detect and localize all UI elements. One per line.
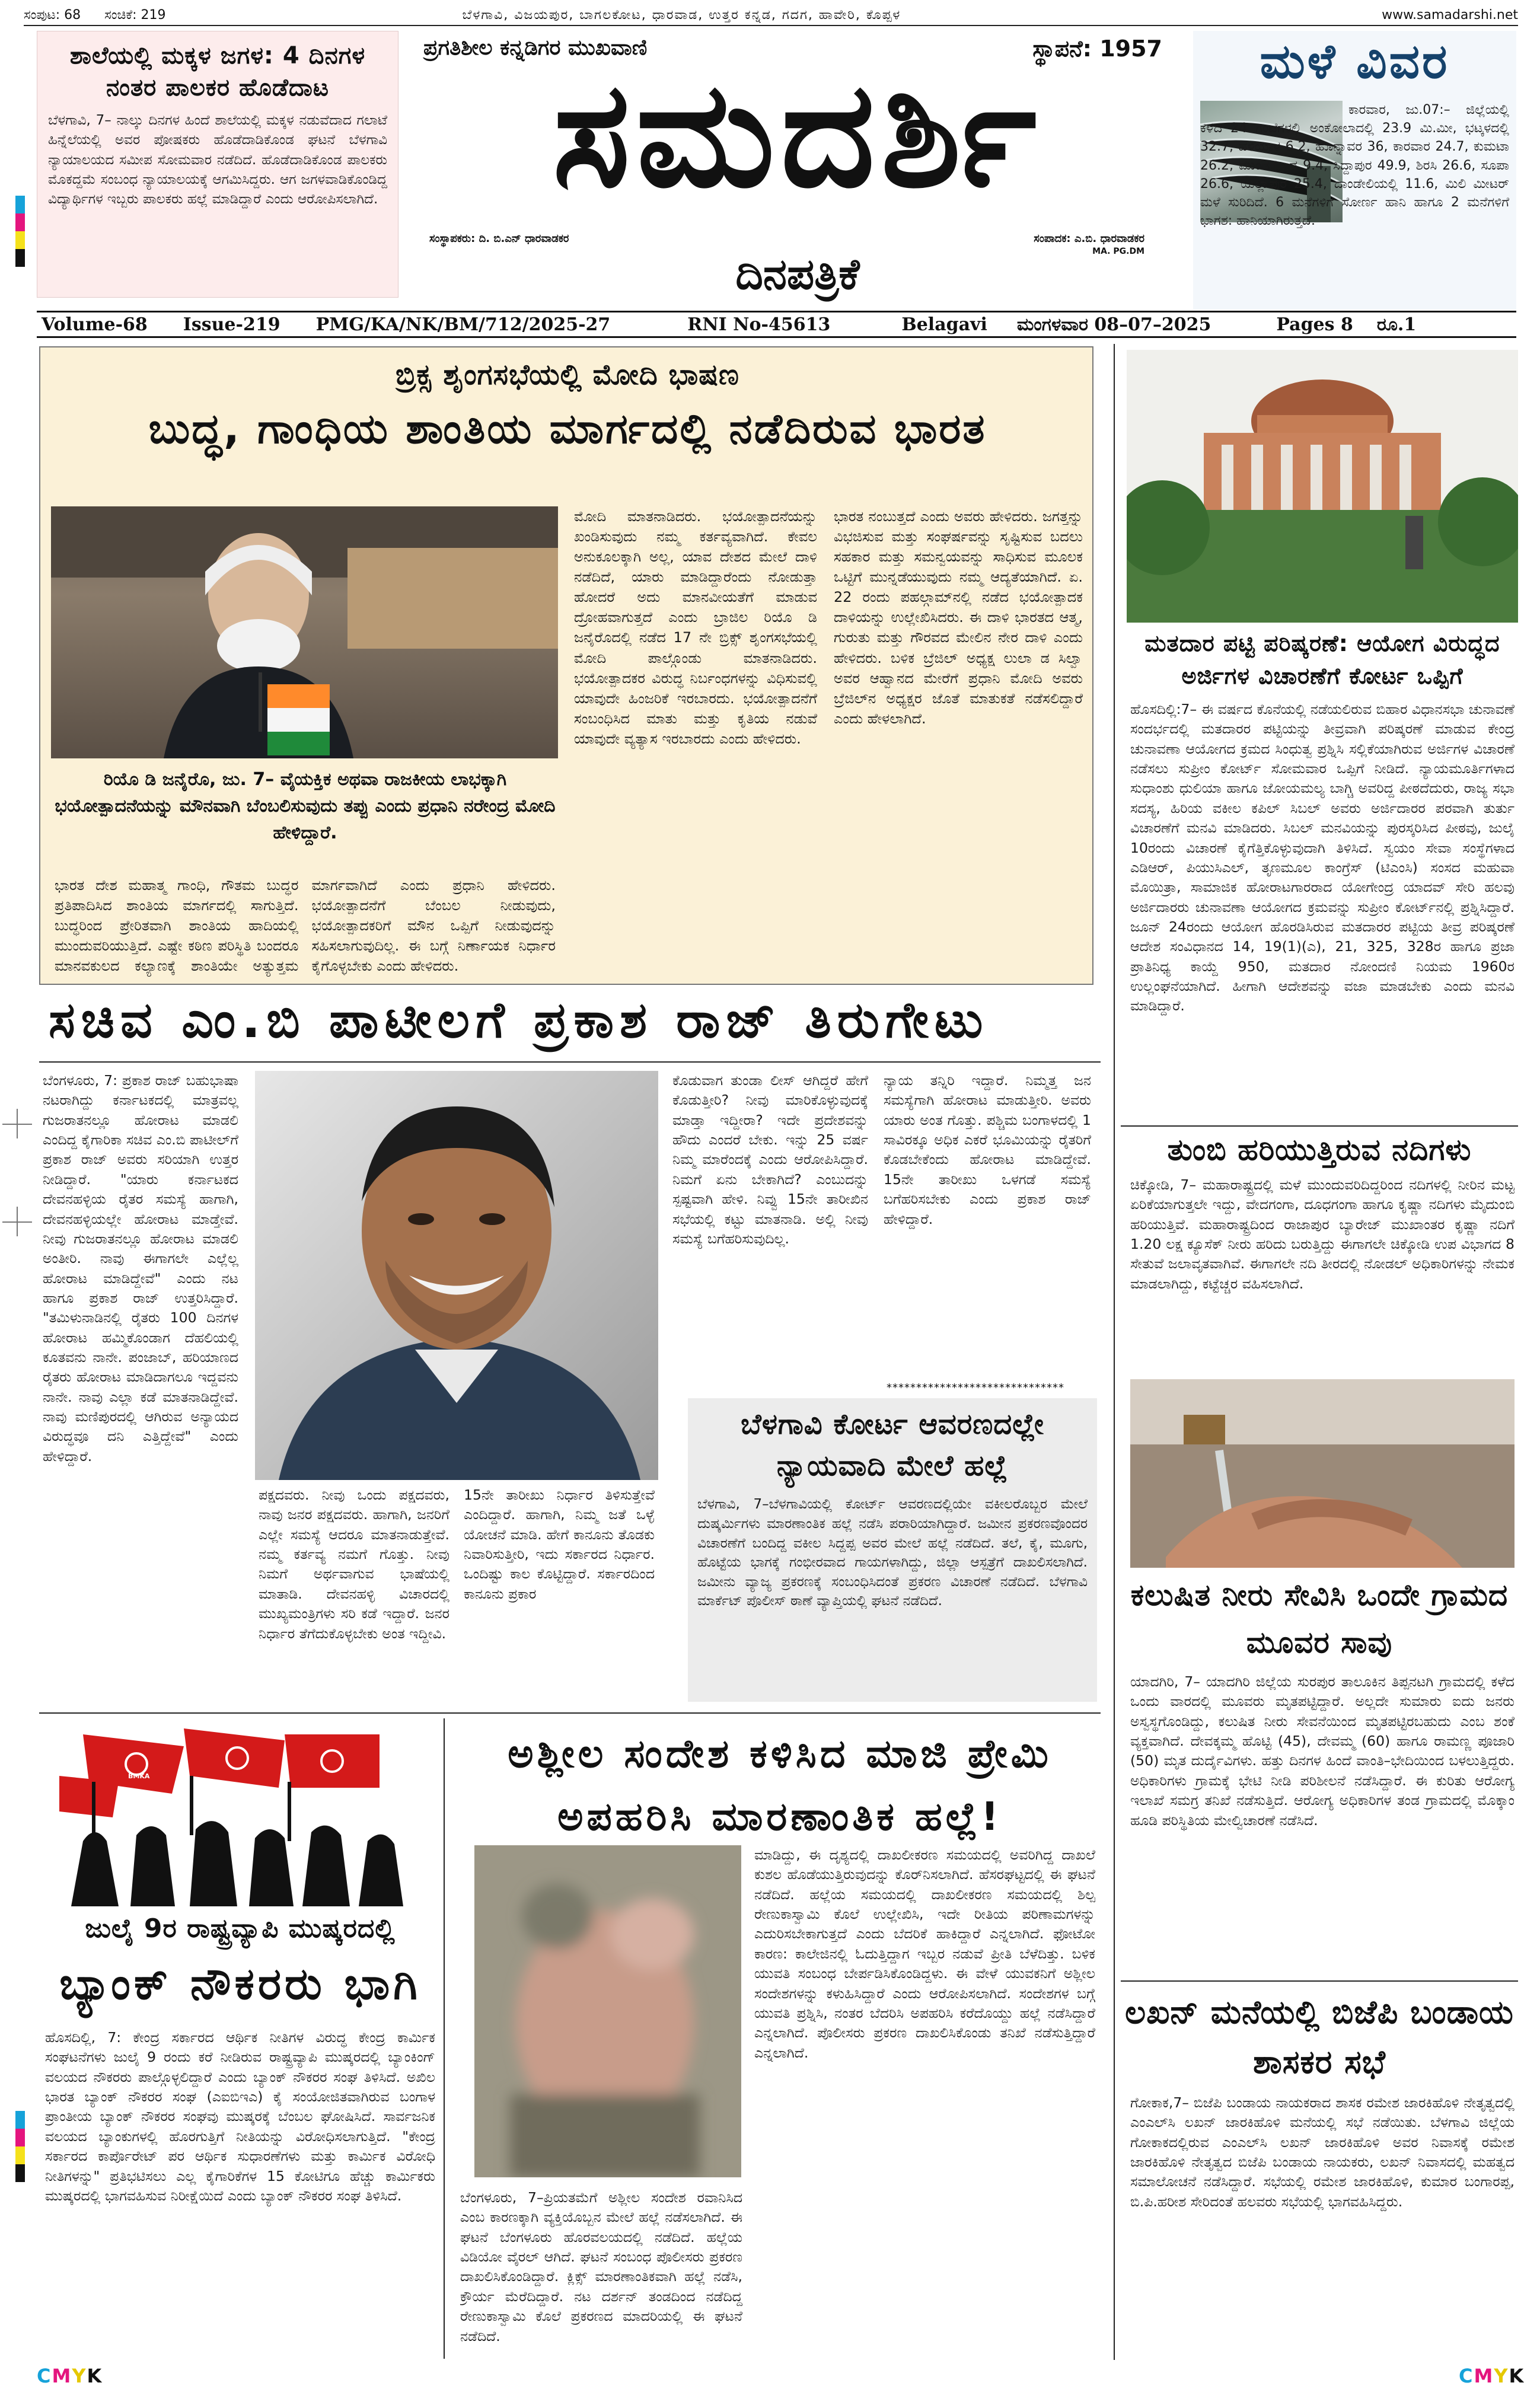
patil-col4: ಕೊಡುವಾಗ ತುಂಡಾ ಲೀಸ್ ಆಗಿದ್ದರೆ ಹೇಗೆ ಕೊಡುತ್ತೀರಿ? ನೀವು ಮಾರಿಕೊಳ್ಳುವುದಕ್ಕೆ ಮಾಡ್ತಾ ಇದ್ದೀರಾ? ಇದೇ ಪ್ರದೇಶವನ್ನು ಹೌದು ಎಂದರೆ ಬೇಕು. ಇನ್ನು 25 ವರ್ಷ ನಿಮ್ಮ ಮಾರೆಂದಕ್ಕೆ ಎಂದು ಆರೋಪಿಸಿದ್ದಾರೆ. ನಿಮಗೆ ಏನು ಬೇಕಾಗಿದೆ? ಎಂಬುದನ್ನು ಸ್ಪಷ್ಟವಾಗಿ ಹೇಳಿ. ನಿವ್ವು 15ನೇ ತಾರೀಖಿನ ಸಭೆಯಲ್ಲಿ ಕಟ್ಟು ಮಾತನಾಡಿ. ಅಲ್ಲಿ ನೀವು ಸಮಸ್ಯೆ ಬಗೆಹರಿಸುವುದಿಲ್ಲ. (672, 1072, 868, 1247)
water-photo (1130, 1379, 1515, 1568)
patil-col2: ಪಕ್ಷದವರು. ನೀವು ಒಂದು ಪಕ್ಷದವರು, ನಾವು ಜನರ ಪಕ್ಷದವರು. ಹಾಗಾಗಿ, ಜನರಿಗೆ ಎಲ್ಲೇ ಸಮಸ್ಯೆ ಆದರೂ ಮಾತನಾಡುತ್ತೇವೆ. ನಮ್ಮ ಕರ್ತವ್ಯ ನಮಗೆ ಗೊತ್ತು. ನೀವು ನಿಮಗೆ ಅರ್ಥವಾಗುವ ಭಾಷೆಯಲ್ಲಿ ಮಾತಾಡಿ. ದೇವನಹಳ್ಳಿ ವಿಚಾರದಲ್ಲಿ ಮುಖ್ಯಮಂತ್ರಿಗಳು ಸರಿ ಕಡೆ ಇದ್ದಾರೆ. ಜನರ ನಿರ್ಧಾರ ತೆಗೆದುಕೊಳ್ಳಬೇಕು ಅಂತ ಇದ್ದೀವಿ. (259, 1487, 449, 1642)
rule-right-col (1114, 344, 1115, 2360)
ashleela-body-right: ಮಾಡಿದ್ದು, ಈ ದೃಶ್ಯದಲ್ಲಿ ದಾಖಲೀಕರಣ ಸಮಯದಲ್ಲಿ ಅವರಿಗಿದ್ದ ದಾಖಲೆ ಕುಶಲ ಹೊಡೆಯುತ್ತಿರುವುದನ್ನು ಕೊರ್‌ನಿಸಲಾಗಿದೆ. ಹೆಸರಘಟ್ಟದಲ್ಲಿ ಈ ಘಟನೆ ನಡೆದಿದೆ. ಹಲ್ಲೆಯ ಸಮಯದಲ್ಲಿ ದಾಖಲೀಕರಣ ಸಮಯದಲ್ಲಿ ಶಿಲ್ಪ ರೇಣುಕಾಸ್ವಾಮಿ ಕೊಲೆ ಉಲ್ಲೇಖಿಸಿ, ಇದೇ ರೀತಿಯ ಪರಿಣಾಮಗಳನ್ನು ಎದುರಿಸಬೇಕಾಗುತ್ತದೆ ಎಂದು ಬೆದರಿಕೆ ಹಾಕಿದ್ದಾರೆ ಎನ್ನಲಾಗಿದೆ. ಫೋಟೋ ಕಾರಣ: ಕಾಲೇಜಿನಲ್ಲಿ ಓದುತ್ತಿದ್ದಾಗ ಇಬ್ಬರ ನಡುವೆ ಪ್ರೀತಿ ಬೆಳೆದಿತ್ತು. ಬಳಿಕ ಯುವತಿ ಸಂಬಂಧ ಬೇರ್ಪಡಿಸಿಕೊಂಡಿದ್ದಳು. ಈ ವೇಳೆ ಯುವಕನಿಗೆ ಅಶ್ಲೀಲ ಸಂದೇಶಗಳನ್ನು ಕಳುಹಿಸಿದ್ದಾರೆ ಎಂದು ಆರೋಪಿಸಲಾಗಿದೆ. ಸಂದೇಶಗಳ ಬಗ್ಗೆ ಯುವತಿ ಪ್ರಶ್ನಿಸಿ, ನಂತರ ಬೆದರಿಸಿ ಅಪಹರಿಸಿ ಕರೆದೊಯ್ದು ಹಲ್ಲೆ ನಡೆಸಿದ್ದಾರೆ ಎನ್ನಲಾಗಿದೆ. ಪೊಲೀಸರು ಪ್ರಕರಣ ದಾಖಲಿಸಿಕೊಂಡು ತನಿಖೆ ನಡೆಸುತ್ತಿದ್ದಾರೆ ಎನ್ನಲಾಗಿದೆ. (754, 1846, 1095, 2061)
crop-mark (17, 1207, 18, 1236)
editor: ಸಂಪಾದಕ: ಎ.ಬಿ. ಧಾರವಾಡಕರ (1034, 232, 1144, 245)
cmyk-y: Y (1494, 2365, 1509, 2387)
cmyk-k: K (87, 2365, 103, 2387)
rule-rivers (1121, 1125, 1518, 1127)
school-fight-teaser (37, 31, 398, 298)
lakhan-headline: ಲಖನ್ ಮನೆಯಲ್ಲಿ ಬಿಜೆಪಿ ಬಂಡಾಯ ಶಾಸಕರ ಸಭೆ (1125, 1994, 1514, 2081)
volume: Volume-68 (42, 314, 148, 335)
modi-photo (51, 506, 558, 758)
modi-headline: ಬುದ್ಧ, ಗಾಂಧಿಯ ಶಾಂತಿಯ ಮಾರ್ಗದಲ್ಲಿ ನಡೆದಿರುವ ಭಾರತ (148, 404, 987, 453)
belagavi-story (688, 1398, 1097, 1702)
registration-number: PMG/KA/NK/BM/712/2025-27 (315, 314, 611, 335)
cmyk-k: K (1509, 2365, 1525, 2387)
teaser-body: ಬೆಳಗಾವಿ, 7– ನಾಲ್ಕು ದಿನಗಳ ಹಿಂದೆ ಶಾಲೆಯಲ್ಲಿ ಮಕ್ಕಳ ನಡುವೆದಾದ ಗಲಾಟೆ ಹಿನ್ನೆಲೆಯಲ್ಲಿ ಅವರ ಪೋಷಕರು ಹೊಡೆದಾಡಿಕೊಂಡ ಘಟನೆ ಬೆಳಗಾವಿ ನ್ಯಾಯಾಲಯದ ಸಮೀಪ ಸೋಮವಾರ ನಡೆದಿದೆ. ಹೊಡೆದಾಡಿಕೊಂಡ ಪಾಲಕರು ಮೊಕದ್ದಮೆ ಸಂಬಂಧ ನ್ಯಾಯಾಲಯಕ್ಕೆ ಆಗಮಿಸಿದ್ದರು. ಆಗ ಜಗಳವಾಡಿಕೊಂಡಿದ್ದ ವಿದ್ಯಾರ್ಥಿಗಳ ಇಬ್ಬರು ಪಾಲಕರು ಹಲ್ಲೆ ಮಾಡಿದ್ದಾರೆ ಎಂದು ಆರೋಪಿಸಲಾಗಿದೆ. (48, 113, 387, 208)
established: ಸ್ಥಾಪನೆ: 1957 (1032, 36, 1162, 62)
crop-mark (17, 1109, 18, 1138)
modi-body-left: ಭಾರತ ದೇಶ ಮಹಾತ್ಮ ಗಾಂಧಿ, ಗೌತಮ ಬುದ್ಧರ ಪ್ರತಿಪಾದಿಸಿದ ಶಾಂತಿಯ ಮಾರ್ಗದಲ್ಲಿ ಸಾಗುತ್ತಿದೆ. ಬುದ್ಧರಿಂದ ಪ್ರೇರಿತವಾಗಿ ಶಾಂತಿಯ ಹಾದಿಯಲ್ಲಿ ಮುಂದುವರಿಯುತ್ತಿದೆ. ಎಷ್ಟೇ ಕಠಿಣ ಪರಿಸ್ಥಿತಿ ಬಂದರೂ ಮಾನವಕುಲದ ಕಲ್ಯಾಣಕ್ಕೆ ಶಾಂತಿಯೇ ಅತ್ಯುತ್ತಮ ಮಾರ್ಗವಾಗಿದೆ ಎಂದು ಪ್ರಧಾನಿ ಹೇಳಿದರು. ಭಯೋತ್ಪಾದನೆಗೆ ಬೆಂಬಲ ನೀಡುವುದು, ಭಯೋತ್ಪಾದಕರಿಗೆ ಮೌನ ಒಪ್ಪಿಗೆ ನೀಡುವುದನ್ನು ಸಹಿಸಲಾಗುವುದಿಲ್ಲ. ಈ ಬಗ್ಗೆ ನಿರ್ಣಾಯಕ ನಿರ್ಧಾರ ಕೈಗೊಳ್ಳಬೇಕು ಎಂದು ಹೇಳಿದರು. (55, 877, 556, 975)
rivers-body: ಚಿಕ್ಕೋಡಿ, 7– ಮಹಾರಾಷ್ಟ್ರದಲ್ಲಿ ಮಳೆ ಮುಂದುವರಿದಿದ್ದರಿಂದ ನದಿಗಳಲ್ಲಿ ನೀರಿನ ಮಟ್ಟ ಏರಿಕೆಯಾಗುತ್ತಲೇ ಇದ್ದು, ವೇದಗಂಗಾ, ದೂಧಗಂಗಾ ಹಾಗೂ ಕೃಷ್ಣಾ ನದಿಗಳು ಮೈದುಂಬಿ ಹರಿಯುತ್ತಿವೆ. ಮಹಾರಾಷ್ಟ್ರದಿಂದ ರಾಜಾಪುರ ಬ್ಯಾರೇಜ್ ಮುಖಾಂತರ ಕೃಷ್ಣಾ ನದಿಗೆ 1.20 ಲಕ್ಷ ಕ್ಯೂಸೆಕ್ ನೀರು ಹರಿದು ಬರುತ್ತಿದ್ದು ಈಗಾಗಲೇ ಚಿಕ್ಕೋಡಿ ಉಪ ವಿಭಾಗದ 8 ಸೇತುವೆ ಜಲಾವೃತವಾಗಿವೆ. ಈಗಾಗಲೇ ನದಿ ತೀರದಲ್ಲಿ ನೋಡಲ್ ಅಧಿಕಾರಿಗಳನ್ನು ನೇಮಕ ಮಾಡಲಾಗಿದ್ದು, ಕಟ್ಟೆಚ್ಚರ ವಹಿಸಲಾಗಿದೆ. (1130, 1176, 1515, 1292)
bank-body: ಹೊಸದಿಲ್ಲಿ, 7: ಕೇಂದ್ರ ಸರ್ಕಾರದ ಆರ್ಥಿಕ ನೀತಿಗಳ ವಿರುದ್ಧ ಕೇಂದ್ರ ಕಾರ್ಮಿಕ ಸಂಘಟನೆಗಳು ಜುಲೈ 9 ರಂದು ಕರೆ ನೀಡಿರುವ ರಾಷ್ಟ್ರವ್ಯಾಪಿ ಮುಷ್ಕರದಲ್ಲಿ ಬ್ಯಾಂಕಿಂಗ್ ವಲಯದ ನೌಕರರು ಪಾಲ್ಗೊಳ್ಳಲಿದ್ದಾರೆ ಎಂದು ಬ್ಯಾಂಕ್ ನೌಕರರ ಸಂಘ ತಿಳಿಸಿದೆ. ಅಖಿಲ ಭಾರತ ಬ್ಯಾಂಕ್ ನೌಕರರ ಸಂಘ (ಎಐಬಿಇಎ) ಕೈ ಸಂಯೋಜಿತವಾಗಿರುವ ಬಂಗಾಳ ಪ್ರಾಂತೀಯ ಬ್ಯಾಂಕ್ ನೌಕರರ ಸಂಘವು ಮುಷ್ಕರಕ್ಕೆ ಬೆಂಬಲ ಘೋಷಿಸಿದೆ. ಸಾರ್ವಜನಿಕ ವಲಯದ ಬ್ಯಾಂಕುಗಳಲ್ಲಿ ಹೊರಗುತ್ತಿಗೆ ನೀತಿಯನ್ನು ವಿರೋಧಿಸಲಾಗುತ್ತಿದೆ. "ಕೇಂದ್ರ ಸರ್ಕಾರದ ಕಾರ್ಪೊರೇಟ್ ಪರ ಆರ್ಥಿಕ ಸುಧಾರಣೆಗಳು ಮತ್ತು ಕಾರ್ಮಿಕ ವಿರೋಧಿ ನೀತಿಗಳನ್ನು" ಪ್ರತಿಭಟಿಸಲು ಎಲ್ಲ ಕೈಗಾರಿಕೆಗಳ 15 ಕೋಟಿಗೂ ಹೆಚ್ಚು ಕಾರ್ಮಿಕರು ಮುಷ್ಕರದಲ್ಲಿ ಭಾಗವಹಿಸುವ ನಿರೀಕ್ಷೆಯಿದೆ ಎಂದು ಬ್ಯಾಂಕ್ ನೌಕರರ ಸಂಘ ತಿಳಿಸಿದೆ. (45, 2029, 435, 2204)
cmyk-c: C (37, 2365, 52, 2387)
bank-flag-label: BMKA (128, 1772, 150, 1780)
website-link[interactable]: www.samadarshi.net (1382, 7, 1518, 23)
modi-story (39, 346, 1093, 985)
issue-top: ಸಂಚಿಕೆ: 219 (104, 7, 166, 23)
cmyk-left (37, 2365, 103, 2387)
rule-patil (39, 1061, 1101, 1063)
patil-headline: ಸಚಿವ ಎಂ.ಬಿ ಪಾಟೀಲಗೆ ಪ್ರಕಾಶ ರಾಜ್ ತಿರುಗೇಟು (49, 991, 989, 1049)
supreme-court-photo (1127, 350, 1518, 623)
bank-kicker: ಜುಲೈ 9ರ ರಾಷ್ಟ್ರವ್ಯಾಪಿ ಮುಷ್ಕರದಲ್ಲಿ (85, 1913, 396, 1944)
dateline (37, 311, 1516, 338)
modi-body-mid: ಮೋದಿ ಮಾತನಾಡಿದರು. ಭಯೋತ್ಪಾದನೆಯನ್ನು ಖಂಡಿಸುವುದು ನಮ್ಮ ಕರ್ತವ್ಯವಾಗಿದೆ. ಕೇವಲ ಅನುಕೂಲಕ್ಕಾಗಿ ಅಲ್ಲ, ಯಾವ ದೇಶದ ಮೇಲೆ ದಾಳಿ ನಡೆದಿದೆ, ಯಾರು ಮಾಡಿದ್ದಾರೆಂದು ನೋಡುತ್ತಾ ಹೋದರೆ ಅದು ಮಾನವೀಯತೆಗೆ ಮಾಡುವ ದ್ರೋಹವಾಗುತ್ತದೆ ಎಂದು ಬ್ರಾಜಿಲ ರಿಯೊ ಡಿ ಜನೈರೊದಲ್ಲಿ ನಡೆದ 17 ನೇ ಬ್ರಿಕ್ಸ್ ಶೃಂಗಸಭೆಯಲ್ಲಿ ಮೋದಿ ಪಾಲ್ಗೊಂಡು ಮಾತನಾಡಿದರು. ಭಯೋತ್ಪಾದಕರ ವಿರುದ್ಧ ನಿರ್ಬಂಧಗಳನ್ನು ವಿಧಿಸುವಲ್ಲಿ ಯಾವುದೇ ಹಿಂಜರಿಕೆ ಇರಬಾರದು. ಭಯೋತ್ಪಾದನೆಗೆ ಸಂಬಂಧಿಸಿದ ಮಾತು ಮತ್ತು ಕೃತಿಯ ನಡುವೆ ಯಾವುದೇ ವ್ಯತ್ಯಾಸ ಇರಬಾರದು ಎಂದು ಹೇಳಿದರು. (574, 508, 817, 747)
belagavi-headline: ಬೆಳಗಾವಿ ಕೋರ್ಟ ಆವರಣದಲ್ಲೇ ನ್ಯಾಯವಾದಿ ಮೇಲೆ ಹಲ್ಲೆ (741, 1408, 1044, 1482)
patil-col5: ನ್ಯಾಯ ತನ್ನಿರಿ ಇದ್ದಾರೆ. ನಿಮ್ಮತ್ತ ಜನ ಸಮಸ್ಯೆಗಾಗಿ ಹೋರಾಟ ಮಾಡುತ್ತೀರಿ. ಅವರು ಯಾರು ಅಂತ ಗೊತ್ತು. ಪಶ್ಚಿಮ ಬಂಗಾಳದಲ್ಲಿ 1 ಸಾವಿರಕ್ಕೂ ಅಧಿಕ ಎಕರೆ ಭೂಮಿಯನ್ನು ರೈತರಿಗೆ ಕೊಡಬೇಕೆಂದು ಹೋರಾಟ ಮಾಡಿದ್ದೇವೆ. 15ನೇ ತಾರೀಖು ಒಳಗಡೆ ಸಮಸ್ಯೆ ಬಗೆಹರಿಸಬೇಕು ಎಂದು ಪ್ರಕಾಶ ರಾಜ್ ಹೇಳಿದ್ದಾರೆ. (884, 1072, 1091, 1227)
prakash-raj-photo (255, 1071, 658, 1480)
rain-title: ಮಳೆ ವಿವರ (1260, 34, 1450, 89)
belagavi-body: ಬೆಳಗಾವಿ, 7–ಬೆಳಗಾವಿಯಲ್ಲಿ ಕೋರ್ಟ್ ಆವರಣದಲ್ಲಿಯೇ ವಕೀಲರೊಬ್ಬರ ಮೇಲೆ ದುಷ್ಕರ್ಮಿಗಳು ಮಾರಣಾಂತಿಕ ಹಲ್ಲೆ ನಡೆಸಿ ಪರಾರಿಯಾಗಿದ್ದಾರೆ. ಜಮೀನ ಪ್ರಕರಣವೊಂದರ ವಿಚಾರಣೆಗೆ ಬಂದಿದ್ದ ವಕೀಲ ಸಿದ್ದಪ್ಪ ಅವರ ಮೇಲೆ ಹಲ್ಲೆ ನಡೆದಿದೆ. ತಲೆ, ಕೈ, ಮೂಗು, ಹೊಟ್ಟೆಯ ಭಾಗಕ್ಕೆ ಗಂಭೀರವಾದ ಗಾಯಗಳಾಗಿದ್ದು, ಜಿಲ್ಲಾ ಆಸ್ಪತ್ರೆಗೆ ದಾಖಲಿಸಲಾಗಿದೆ. ಜಮೀನು ವ್ಯಾಜ್ಯ ಪ್ರಕರಣಕ್ಕೆ ಸಂಬಂಧಿಸಿದಂತೆ ಪ್ರಕರಣ ವಿಚಾರಣೆ ನಡೆದಿದೆ. ಬೆಳಗಾವಿ ಮಾರ್ಕೆಟ್ ಪೊಲೀಸ್ ಠಾಣೆ ವ್ಯಾಪ್ತಿಯಲ್ಲಿ ಘಟನೆ ನಡೆದಿದೆ. (697, 1497, 1088, 1609)
registration-colors (15, 196, 25, 302)
assault-photo-blurred (474, 1845, 741, 2177)
cmyk-c: C (1459, 2365, 1474, 2387)
rain-body: ಕಾರವಾರ, ಜು.07:– ಜಿಲ್ಲೆಯಲ್ಲಿ ಕಳೆದ 24 ಗಂಟೆಗಳಲ್ಲಿ ಅಂಕೋಲಾದಲ್ಲಿ 23.9 ಮಿ.ಮೀ, ಭಟ್ಕಳದಲ್ಲಿ 32.7, ಹಳಿಯಾಳ 6.2, ಹೊನ್ನಾವರ 36, ಕಾರವಾರ 24.7, ಕುಮಟಾ 26.2, ಮುಂಡಗೋಡ 9.4, ಸಿದ್ದಾಪುರ 49.9, ಶಿರಸಿ 26.6, ಸೂಪಾ 26.6, ಯಲ್ಲಾಪುರ 25.4, ದಾಂಡೇಲಿಯಲ್ಲಿ 11.6, ಮಿಲಿ ಮೀಟರ್ ಮಳೆ ಸುರಿದಿದೆ. 6 ಮನೆಗಳಿಗೆ ಸೋರ್ಣ ಹಾನಿ ಹಾಗೂ 2 ಮನೆಗಳಿಗೆ ಭಾಗಶ: ಹಾನಿಯಾಗಿರುತ್ತದೆ. (1200, 103, 1509, 229)
paper-subtitle: ದಿನಪತ್ರಿಕೆ (735, 249, 860, 299)
volume-top: ಸಂಪುಟ: 68 (24, 7, 81, 23)
rule-bottom-left (39, 1712, 1101, 1714)
water-headline: ಕಲುಷಿತ ನೀರು ಸೇವಿಸಿ ಒಂದೇ ಗ್ರಾಮದ ಮೂವರ ಸಾವು (1130, 1578, 1509, 1660)
bank-headline: ಬ್ಯಾಂಕ್ ನೌಕರರು ಭಾಗಿ (59, 1959, 421, 2010)
bank-strike-graphic (47, 1723, 433, 1906)
patil-col3: 15ನೇ ತಾರೀಖು ನಿರ್ಧಾರ ತಿಳಿಸುತ್ತೇವೆ ಎಂದಿದ್ದಾರೆ. ಹಾಗಾಗಿ, ನಿಮ್ಮ ಜತೆ ಒಳ್ಳೆ ಯೋಚನೆ ಮಾಡಿ. ಹೇಗೆ ಕಾನೂನು ತೊಡಕು ನಿವಾರಿಸುತ್ತೀರಿ, ಇದು ಸರ್ಕಾರದ ನಿರ್ಧಾರ. ಒಂದಿಷ್ಟು ಕಾಲ ಕೊಟ್ಟಿದ್ದಾರೆ. ಸರ್ಕಾರದಿಂದ ಕಾನೂನು ಪ್ರಕಾರ (464, 1487, 655, 1602)
ashleela-headline: ಅಶ್ಲೀಲ ಸಂದೇಶ ಕಳಿಸಿದ ಮಾಜಿ ಪ್ರೇಮಿ ಅಪಹರಿಸಿ ಮಾರಣಾಂತಿಕ ಹಲ್ಲೆ! (508, 1731, 1052, 1839)
ashleela-body-bottom: ಬೆಂಗಳೂರು, 7–ಪ್ರಿಯತಮೆಗೆ ಅಶ್ಲೀಲ ಸಂದೇಶ ರವಾನಿಸಿದ ಎಂಬ ಕಾರಣಕ್ಕಾಗಿ ವ್ಯಕ್ತಿಯೊಬ್ಬನ ಮೇಲೆ ಹಲ್ಲೆ ನಡೆಸಲಾಗಿದೆ. ಈ ಘಟನೆ ಬೆಂಗಳೂರು ಹೊರವಲಯದಲ್ಲಿ ನಡೆದಿದೆ. ಹಲ್ಲೆಯ ವಿಡಿಯೋ ವೈರಲ್ ಆಗಿದೆ. ಘಟನೆ ಸಂಬಂಧ ಪೊಲೀಸರು ಪ್ರಕರಣ ದಾಖಲಿಸಿಕೊಂಡಿದ್ದಾರೆ. ಕ್ಲಿಕ್ಸ್ ಮಾರಣಾಂತಿಕವಾಗಿ ಹಲ್ಲೆ ನಡೆಸಿ, ಕ್ರೌರ್ಯ ಮೆರೆದಿದ್ದಾರೆ. ನಟ ದರ್ಶನ್ ತಂಡದಿಂದ ನಡೆದಿದ್ದ ರೇಣುಕಾಸ್ವಾಮಿ ಕೊಲೆ ಪ್ರಕರಣದ ಮಾದರಿಯಲ್ಲಿ ಈ ಘಟನೆ ನಡೆದಿದೆ. (460, 2189, 742, 2345)
rain-box (1193, 31, 1516, 310)
registration-colors-bottom (15, 2111, 25, 2218)
cmyk-y: Y (72, 2365, 87, 2387)
rule-lakhan (1121, 1980, 1518, 1982)
teaser-title: ಶಾಲೆಯಲ್ಲಿ ಮಕ್ಕಳ ಜಗಳ: 4 ದಿನಗಳ ನಂತರ ಪಾಲಕರ ಹೊಡೆದಾಟ (69, 42, 366, 101)
court-headline: ಮತದಾರ ಪಟ್ಟಿ ಪರಿಷ್ಕರಣೆ: ಆಯೋಗ ವಿರುದ್ಧದ ಅರ್ಜಿಗಳ ವಿಚಾರಣೆಗೆ ಕೋರ್ಟ ಒಪ್ಪಿಗೆ (1144, 630, 1500, 690)
issue: Issue-219 (183, 314, 280, 335)
price: ರೂ.1 (1376, 314, 1417, 335)
cmyk-m: M (52, 2365, 72, 2387)
founder: ಸಂಸ್ಥಾಪಕರು: ದಿ. ಬಿ.ಎನ್ ಧಾರವಾಡಕರ (427, 232, 571, 245)
cmyk-right (1459, 2365, 1525, 2387)
rni-number: RNI No-45613 (687, 314, 831, 335)
court-body: ಹೊಸದಿಲ್ಲಿ:7– ಈ ವರ್ಷದ ಕೊನೆಯಲ್ಲಿ ನಡೆಯಲಿರುವ ಬಿಹಾರ ವಿಧಾನಸಭಾ ಚುನಾವಣೆ ಸಂದರ್ಭದಲ್ಲಿ ಮತದಾರರ ಪಟ್ಟಿಯನ್ನು ತೀವ್ರವಾಗಿ ಪರಿಷ್ಕರಣೆ ಮಾಡುವ ಕೇಂದ್ರ ಚುನಾವಣಾ ಆಯೋಗದ ಕ್ರಮದ ಸಿಂಧುತ್ವ ಪ್ರಶ್ನಿಸಿ ಸಲ್ಲಿಕೆಯಾಗಿರುವ ಅರ್ಜಿಗಳ ವಿಚಾರಣೆ ನಡೆಸಲು ಸುಪ್ರೀಂ ಕೋರ್ಟ್ ಸೋಮವಾರ ಒಪ್ಪಿಗೆ ನೀಡಿದೆ. ನ್ಯಾಯಮೂರ್ತಿಗಳಾದ ಸುಧಾಂಶು ಧುಲಿಯಾ ಹಾಗೂ ಜೋಯಮಲ್ಯ ಬಾಗ್ಚಿ ಅವರಿದ್ದ ಪೀಠದೆದುರು, ರಾಜ್ಯ ಸಭಾ ಸದಸ್ಯ, ಹಿರಿಯ ವಕೀಲ ಕಪಿಲ್ ಸಿಬಲ್ ಅವರು ಅರ್ಜಿದಾರರ ಪರವಾಗಿ ತುರ್ತು ವಿಚಾರಣೆಗೆ ಮನವಿ ಮಾಡಿದರು. ಸಿಬಲ್ ಮನವಿಯನ್ನು ಪುರಸ್ಕರಿಸಿದ ಪೀಠವು, ಜುಲೈ 10ರಂದು ವಿಚಾರಣೆ ಕೈಗೆತ್ತಿಕೊಳ್ಳುವುದಾಗಿ ತಿಳಿಸಿದೆ. ಸ್ವಯಂ ಸೇವಾ ಸಂಸ್ಥೆಗಳಾದ ಎಡಿಆರ್, ಪಿಯುಸಿಎಲ್, ತೃಣಮೂಲ ಕಾಂಗ್ರೆಸ್ (ಟಿಎಂಸಿ) ಸಂಸದ ಮಹುವಾ ಮೊಯಿತ್ರಾ, ಸಾಮಾಜಿಕ ಹೋರಾಟಗಾರರಾದ ಯೋಗೇಂದ್ರ ಯಾದವ್ ಸೇರಿ ಹಲವು ಅರ್ಜಿದಾರರು ಚುನಾವಣಾ ಆಯೋಗದ ಕ್ರಮವನ್ನು ಸುಪ್ರೀಂ ಕೋರ್ಟ್‌ನಲ್ಲಿ ಪ್ರಶ್ನಿಸಿದ್ದಾರೆ. ಜೂನ್ 24ರಂದು ಆಯೋಗ ಹೊರಡಿಸಿರುವ ಮತದಾರರ ಪಟ್ಟಿಯ ತೀವ್ರ ಪರಿಷ್ಕರಣೆ ಆದೇಶ ಸಂವಿಧಾನದ 14, 19(1)(ಎ), 21, 325, 328ರ ಹಾಗೂ ಪ್ರಜಾ ಪ್ರಾತಿನಿಧ್ಯ ಕಾಯ್ದೆ 950, ಮತದಾರ ನೋಂದಣಿ ನಿಯಮ 1960ರ ಉಲ್ಲಂಘನೆಯಾಗಿದೆ. ಹೀಗಾಗಿ ಆದೇಶವನ್ನು ವಜಾ ಮಾಡಬೇಕು ಎಂದು ಮನವಿ ಮಾಡಿದ್ದಾರೆ. (1130, 701, 1515, 1015)
lakhan-body: ಗೋಕಾಕ,7– ಬಿಜೆಪಿ ಬಂಡಾಯ ನಾಯಕರಾದ ಶಾಸಕ ರಮೇಶ ಜಾರಕಿಹೊಳಿ ನೇತೃತ್ವದಲ್ಲಿ ಎಂಎಲ್‌ಸಿ ಲಖನ್ ಜಾರಕಿಹೊಳಿ ಮನೆಯಲ್ಲಿ ಸಭೆ ನಡೆಯಿತು. ಬೆಳಗಾವಿ ಜಿಲ್ಲೆಯ ಗೋಕಾಕದಲ್ಲಿರುವ ಎಂಎಲ್‌ಸಿ ಲಖನ್ ಜಾರಕಿಹೊಳಿ ಅವರ ನಿವಾಸಕ್ಕೆ ರಮೇಶ ಜಾರಕಿಹೊಳಿ ನೇತೃತ್ವದ ಬಿಜೆಪಿ ಬಂಡಾಯ ನಾಯಕರು, ಲಖನ್ ನಿವಾಸದಲ್ಲಿ ಮಹತ್ವದ ಸಮಾಲೋಚನೆ ನಡೆಸಿದ್ದಾರೆ. ಸಭೆಯಲ್ಲಿ ರಮೇಶ ಜಾರಕಿಹೊಳಿ, ಕುಮಾರ ಬಂಗಾರಪ್ಪ, ಬಿ.ಪಿ.ಹರೀಶ ಸೇರಿದಂತೆ ಹಲವರು ಸಭೆಯಲ್ಲಿ ಭಾಗವಹಿಸಿದ್ದರು. (1130, 2094, 1515, 2210)
modi-body-right: ಭಾರತ ನಂಬುತ್ತದೆ ಎಂದು ಅವರು ಹೇಳಿದರು. ಜಗತ್ತನ್ನು ವಿಭಜಿಸುವ ಮತ್ತು ಸಂಘರ್ಷವನ್ನು ಸೃಷ್ಟಿಸುವ ಬದಲು ಸಹಕಾರ ಮತ್ತು ಸಮನ್ವಯವನ್ನು ಸಾಧಿಸುವ ಮೂಲಕ ಒಟ್ಟಿಗೆ ಮುನ್ನಡೆಯುವುದು ನಮ್ಮ ಆದ್ಯತೆಯಾಗಿದೆ. ಏ. 22 ರಂದು ಪಹಲ್ಗಾಮ್‌ನಲ್ಲಿ ನಡೆದ ಭಯೋತ್ಪಾದಕ ದಾಳಿಯನ್ನು ಉಲ್ಲೇಖಿಸಿದರು. ಈ ದಾಳಿ ಭಾರತದ ಆತ್ಮ, ಗುರುತು ಮತ್ತು ಗೌರವದ ಮೇಲಿನ ನೇರ ದಾಳಿ ಎಂದು ಹೇಳಿದರು. ಬಳಿಕ ಬ್ರೆಜಿಲ್ ಅಧ್ಯಕ್ಷ ಲುಲಾ ಡ ಸಿಲ್ವಾ ಅವರ ಆಹ್ವಾನದ ಮೇರೆಗೆ ಪ್ರಧಾನಿ ಮೋದಿ ಅವರು ಬ್ರೆಜಿಲ್‌ನ ಅಧ್ಯಕ್ಷರ ಜೊತೆ ಮಾತುಕತೆ ನಡೆಸಲಿದ್ದಾರೆ ಎಂದು ಹೇಳಲಾಗಿದೆ. (834, 508, 1083, 727)
masthead (415, 31, 1180, 310)
rivers-headline: ತುಂಬಿ ಹರಿಯುತ್ತಿರುವ ನದಿಗಳು (1167, 1133, 1472, 1167)
cmyk-m: M (1474, 2365, 1494, 2387)
modi-caption: ರಿಯೊ ಡಿ ಜನೈರೊ, ಜು. 7– ವೈಯಕ್ತಿಕ ಅಥವಾ ರಾಜಕೀಯ ಲಾಭಕ್ಕಾಗಿ ಭಯೋತ್ಪಾದನೆಯನ್ನು ಮೌನವಾಗಿ ಬೆಂಬಲಿಸುವುದು ತಪ್ಪು ಎಂದು ಪ್ರಧಾನಿ ನರೇಂದ್ರ ಮೋದಿ ಹೇಳಿದ್ದಾರೆ. (55, 769, 556, 843)
top-strip (24, 5, 1518, 26)
editions: ಬೆಳಗಾವಿ, ವಿಜಯಪುರ, ಬಾಗಲಕೋಟ, ಧಾರವಾಡ, ಉತ್ತರ ಕನ್ನಡ, ಗದಗ, ಹಾವೇರಿ, ಕೊಪ್ಪಳ (462, 7, 901, 23)
pages: Pages 8 (1276, 314, 1353, 335)
rule-bank (444, 1718, 445, 2359)
tagline: ಪ್ರಗತಿಶೀಲ ಕನ್ನಡಿಗರ ಮುಖವಾಣಿ (423, 36, 648, 60)
water-body: ಯಾದಗಿರಿ, 7– ಯಾದಗಿರಿ ಜಿಲ್ಲೆಯ ಸುರಪುರ ತಾಲೂಕಿನ ತಿಪ್ಪನಟಗಿ ಗ್ರಾಮದಲ್ಲಿ ಕಳೆದ ಒಂದು ವಾರದಲ್ಲಿ ಮೂವರು ಮೃತಪಟ್ಟಿದ್ದಾರೆ. ಅಲ್ಲದೇ ಸುಮಾರು ಐದು ಜನರು ಅಸ್ವಸ್ಥಗೊಂಡಿದ್ದು, ಕಲುಷಿತ ನೀರು ಸೇವನೆಯಿಂದ ಮೃತಪಟ್ಟಿರಬಹುದು ಎಂಬ ಶಂಕೆ ವ್ಯಕ್ತವಾಗಿದೆ. ದೇವಕ್ಕಮ್ಮ ಹೊಟ್ಟಿ (45), ದೇವಮ್ಮ (60) ಹಾಗೂ ರಾಮಣ್ಣ ಪೂಜಾರಿ (50) ಮೃತ ದುರ್ದೈವಿಗಳು. ಹತ್ತು ದಿನಗಳ ಹಿಂದೆ ವಾಂತಿ–ಭೇದಿಯಿಂದ ಬಳಲುತ್ತಿದ್ದರು. ಅಧಿಕಾರಿಗಳು ಗ್ರಾಮಕ್ಕೆ ಭೇಟಿ ನೀಡಿ ಪರಿಶೀಲನೆ ನಡೆಸಿದ್ದಾರೆ. ಈ ಕುರಿತು ಆರೋಗ್ಯ ಇಲಾಖೆ ಸಮಗ್ರ ತನಿಖೆ ನಡೆಸುತ್ತಿದೆ. ಆರೋಗ್ಯ ಅಧಿಕಾರಿಗಳ ತಂಡ ಗ್ರಾಮದಲ್ಲಿ ಮೊಕ್ಕಾಂ ಹೂಡಿ ಪರಿಸ್ಥಿತಿಯ ಮೇಲ್ವಿಚಾರಣೆ ನಡೆಸಿದೆ. (1130, 1673, 1515, 1829)
patil-separator: ****************************** (887, 1382, 1064, 1394)
patil-col1: ಬೆಂಗಳೂರು, 7: ಪ್ರಕಾಶ ರಾಜ್ ಬಹುಭಾಷಾ ನಟರಾಗಿದ್ದು ಕರ್ನಾಟಕದಲ್ಲಿ ಮಾತ್ರವಲ್ಲ ಗುಜರಾತನಲ್ಲೂ ಹೋರಾಟ ಮಾಡಲಿ ಎಂದಿದ್ದ ಕೈಗಾರಿಕಾ ಸಚಿವ ಎಂ.ಬಿ ಪಾಟೀಲ್‌ಗೆ ಪ್ರಕಾಶ ರಾಜ್ ಅವರು ಸರಿಯಾಗಿ ಉತ್ತರ ನೀಡಿದ್ದಾರೆ. "ಯಾರು ಕರ್ನಾಟಕದ ದೇವನಹಳ್ಳಿಯ ರೈತರ ಸಮಸ್ಯೆ ಹಾಗಾಗಿ, ದೇವನಹಳ್ಳಿಯಲ್ಲೇ ಹೋರಾಟ ಮಾಡ್ತೇವೆ. ನೀವು ಗುಜರಾತನಲ್ಲೂ ಹೋರಾಟ ಮಾಡಲಿ ಅಂತೀರಿ. ನಾವು ಈಗಾಗಲೇ ಎಲ್ಲೆಲ್ಲ ಹೋರಾಟ ಮಾಡಿದ್ದೇವೆ" ಎಂದು ನಟ ಹಾಗೂ ಪ್ರಕಾಶ ರಾಜ್ ಉತ್ತರಿಸಿದ್ದಾರೆ. "ತಮಿಳುನಾಡಿನಲ್ಲಿ ರೈತರು 100 ದಿನಗಳ ಹೋರಾಟ ಹಮ್ಮಿಕೊಂಡಾಗ ದೆಹಲಿಯಲ್ಲಿ ಕೂತವನು ನಾನೇ. ಪಂಜಾಬ್, ಹರಿಯಾಣದ ರೈತರು ಹೋರಾಟ ಮಾಡಿದಾಗಲೂ ಇದ್ದವನು ನಾನೇ. ನಾವು ಎಲ್ಲಾ ಕಡೆ ಮಾತನಾಡಿದ್ದೇವೆ. ನಾವು ಮಣಿಪುರದಲ್ಲಿ ಆಗಿರುವ ಅನ್ಯಾಯದ ವಿರುದ್ಧವೂ ದನಿ ಎತ್ತಿದ್ದೇವೆ" ಎಂದು ಹೇಳಿದ್ದಾರೆ. (43, 1072, 238, 1465)
city: Belagavi (901, 314, 987, 335)
modi-kicker: ಬ್ರಿಕ್ಸ ಶೃಂಗಸಭೆಯಲ್ಲಿ ಮೋದಿ ಭಾಷಣ (396, 358, 739, 391)
newspaper-name: ಸಮದರ್ಶಿ (553, 49, 1042, 220)
editor-degree: MA. PG.DM (1092, 247, 1144, 256)
date: ಮಂಗಳವಾರ 08–07–2025 (1016, 314, 1211, 335)
